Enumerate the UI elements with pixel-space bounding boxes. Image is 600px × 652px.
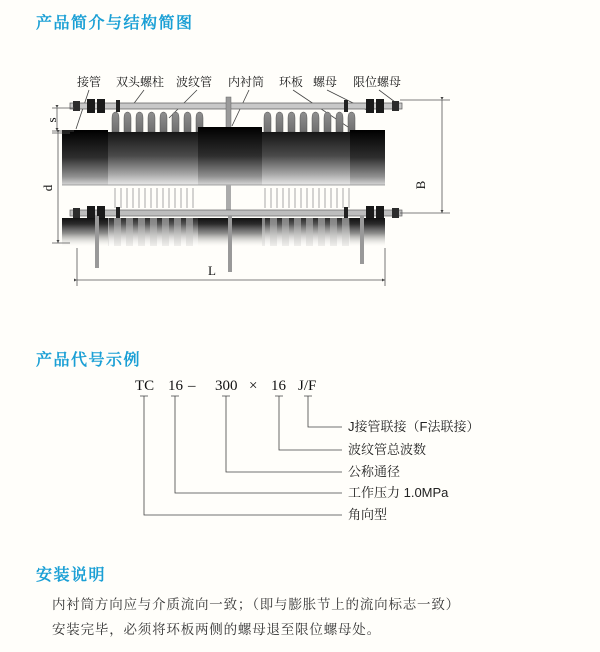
- part-label-2: 波纹管: [175, 75, 213, 89]
- joint-body-lower: [58, 216, 390, 272]
- part-label-5: 螺母: [312, 75, 338, 89]
- code-part-connection: J/F: [298, 378, 317, 394]
- intro-heading: 产品简介与结构简图: [36, 15, 194, 32]
- code-string: [135, 378, 316, 394]
- code-part-type: TC: [135, 378, 155, 394]
- code-explanations: [348, 419, 479, 522]
- part-label-0: 接管: [76, 75, 102, 89]
- code-part-times: ×: [249, 378, 258, 394]
- lower-tie-rod: [70, 206, 402, 220]
- part-label-4: 环板: [278, 75, 304, 89]
- code-part-pressure: 16: [168, 378, 183, 394]
- code-explanation-2: 公称通径: [348, 464, 401, 479]
- product-code-diagram: [100, 376, 500, 536]
- inner-hatch: [110, 185, 350, 210]
- code-part-diameter: 300: [215, 378, 238, 394]
- code-explanation-3: 工作压力 1.0MPa: [348, 485, 449, 500]
- code-connectors: [140, 396, 342, 515]
- part-label-1: 双头螺柱: [115, 75, 165, 89]
- code-explanation-0: J接管联接（F法联接）: [348, 419, 480, 434]
- joint-body-upper: [62, 127, 385, 185]
- install-note-flow-direction: 内衬筒方向应与介质流向一致；（即与膨胀节上的流向标志一致）: [52, 597, 460, 612]
- dimension-b: [400, 100, 450, 213]
- code-part-dash: –: [188, 378, 196, 394]
- diagram-part-labels: [77, 74, 401, 89]
- install-note-nut-position: 安装完毕，必须将环板两侧的螺母退至限位螺母处。: [52, 622, 381, 637]
- structure-diagram: [40, 62, 460, 300]
- install-heading: 安装说明: [36, 567, 107, 584]
- dim-label-b: B: [413, 180, 428, 190]
- part-label-6: 限位螺母: [352, 75, 402, 89]
- code-explanation-4: 角向型: [348, 507, 388, 522]
- code-part-waves: 16: [271, 378, 286, 394]
- dim-label-d: d: [40, 184, 55, 192]
- dim-label-s: s: [44, 117, 59, 123]
- dimension-s: [44, 108, 74, 131]
- dim-label-l: L: [208, 263, 216, 278]
- code-explanation-1: 波纹管总波数: [348, 442, 427, 457]
- code-heading: 产品代号示例: [36, 352, 142, 369]
- part-label-3: 内衬筒: [227, 75, 265, 89]
